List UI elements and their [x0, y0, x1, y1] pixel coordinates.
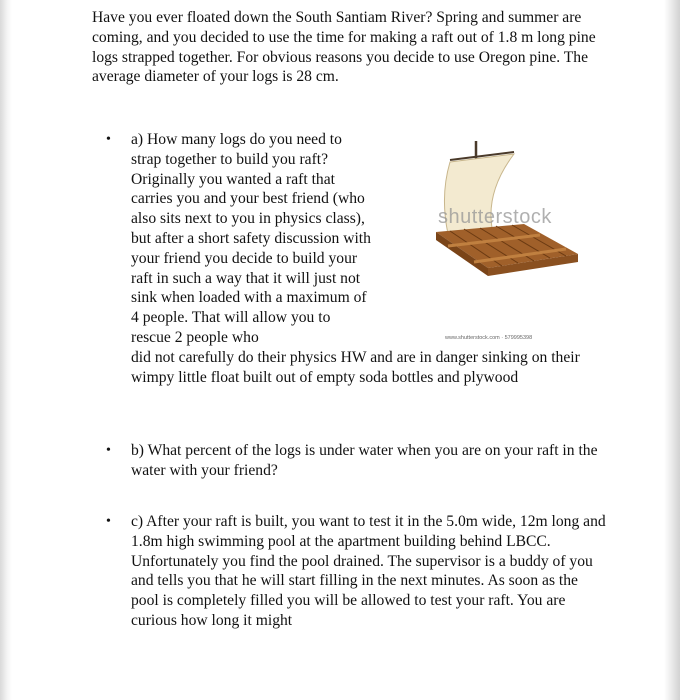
item-b-text: b) What percent of the logs is under water when you are on your raft in the water with your friend?	[131, 442, 598, 479]
item-a-text: a) How many logs do you need to strap together to build you raft? Originally you wanted a raft that carries you and your best friend (who also sits next to you in physics class), but after a short safety discussion with your friend you decide to build your raft in such a way that it will just not sink when loaded with a maximum of 4 people. That will allow you to rescue 2 people who	[131, 131, 371, 346]
item-a-text-continued: did not carefully do their physics HW and are in danger sinking on their wimpy little float built out of empty soda bottles and plywood	[131, 348, 580, 386]
page-shadow-left	[0, 0, 12, 700]
bullet-c: •	[106, 514, 111, 529]
page-shadow-right	[664, 0, 680, 700]
bullet-b: •	[106, 443, 111, 458]
bullet-a: •	[106, 132, 111, 147]
list-item-b	[92, 441, 612, 481]
item-c-text: c) After your raft is built, you want to test it in the 5.0m wide, 12m long and 1.8m high swimming pool at the apartment building behind LBCC. Unfortunately you find the pool drained. The supervisor is a buddy of you and tells you that he will start filling in the next minutes. As soon as the pool is completely filled you will be allowed to test your raft. You are curious how long it might	[131, 513, 606, 629]
list-item-c	[92, 512, 612, 631]
image-watermark: shutterstock	[438, 206, 552, 228]
document-page	[92, 8, 602, 87]
raft-illustration	[428, 136, 588, 346]
image-caption: www.shutterstock.com · 579995398	[445, 335, 533, 341]
intro-paragraph: Have you ever floated down the South Santiam River? Spring and summer are coming, and you decided to use the time for making a raft out of 1.8 m long pine logs strapped together. For obvious reasons you decide to use Oregon pine. The average diameter of your logs is 28 cm.	[92, 9, 596, 86]
